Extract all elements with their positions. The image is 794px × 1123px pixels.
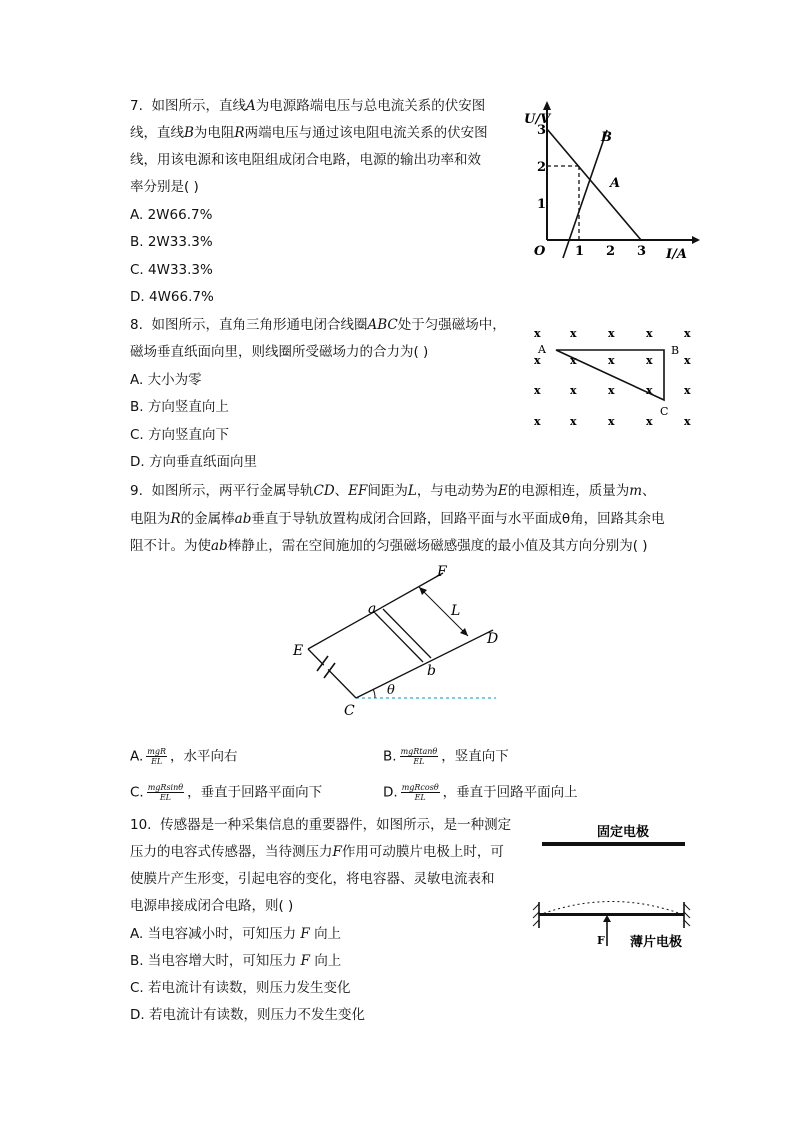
q9-rail-CD	[356, 630, 493, 698]
q8-option-c: C. 方向竖直向下	[130, 427, 230, 443]
field-cross-1-0: x	[534, 354, 541, 367]
q9-option-a-fraction: $\frac{\text{mgR}}{EL}$	[147, 747, 167, 766]
q10-option-d: D. 若电流计有读数，则压力不发生变化	[130, 1007, 365, 1023]
q8-option-d: D. 方向垂直纸面向里	[130, 454, 257, 470]
field-cross-0-0: x	[534, 327, 541, 340]
q10-line-1: 10. 传感器是一种采集信息的重要器件，如图所示，是一种测定	[130, 817, 512, 833]
field-cross-2-3: x	[646, 384, 653, 397]
q7-option-d: D. 4W66.7%	[130, 289, 214, 305]
q7-ytick-3: 3	[537, 123, 547, 138]
q9-rod-side-2	[383, 609, 431, 658]
field-cross-2-4: x	[684, 384, 691, 397]
q10-option-b: B. 当电容增大时，可知压力 F 向上	[130, 953, 342, 969]
q8-line-1: 8. 如图所示，直角三角形通电闭合线圈ABC处于匀强磁场中，	[130, 317, 506, 333]
q8-option-b: B. 方向竖直向上	[130, 399, 229, 415]
q9-line-1: 9. 如图所示，两平行金属导轨CD、EF间距为L，与电动势为E的电源相连，质量为m、	[130, 483, 656, 499]
field-cross-0-1: x	[570, 327, 577, 340]
field-cross-3-3: x	[646, 415, 653, 428]
q10-left-hatch-2	[533, 912, 539, 918]
q9-L-dimension	[419, 587, 468, 636]
q9-option-d-fraction: $\frac{\text{mgRcosθ}}{EL}$	[401, 783, 439, 802]
field-cross-1-1: x	[570, 354, 577, 367]
field-cross-2-1: x	[570, 384, 577, 397]
q7-xtick-2: 2	[606, 244, 616, 259]
q10-option-a: A. 当电容减小时，可知压力 F 向上	[130, 926, 342, 942]
q8-label-A: A	[538, 343, 546, 356]
q10-deformed-membrane	[539, 902, 684, 916]
q9-source-wire	[308, 649, 356, 698]
q7-ytick-1: 1	[537, 197, 547, 212]
q9-rod-side-1	[375, 613, 423, 662]
q7-label-B: B	[601, 130, 612, 145]
q10-right-hatch-1	[684, 904, 690, 910]
q10-fixed-electrode	[542, 842, 685, 846]
q7-xtick-3: 3	[637, 244, 647, 259]
y-axis-arrow	[543, 101, 551, 110]
q10-left-hatch-3	[533, 920, 539, 926]
q7-option-c: C. 4W33.3%	[130, 262, 213, 278]
q10-fixed-electrode-label: 固定电极	[597, 825, 650, 840]
field-cross-2-0: x	[534, 384, 541, 397]
q9-rail-figure	[288, 560, 508, 720]
q7-line-4: 率分别是( )	[130, 179, 199, 195]
q10-right-hatch-2	[684, 912, 690, 918]
q7-origin: O	[534, 244, 546, 259]
q8-label-C: C	[660, 405, 669, 418]
field-cross-2-2: x	[608, 384, 615, 397]
q9-option-a: A. $\frac{\text{mgR}}{EL}$ ，水平向右	[130, 747, 238, 766]
q9-option-c: C. $\frac{\text{mgRsinθ}}{EL}$ ，垂直于回路平面向下	[130, 783, 323, 802]
q7-ui-graph	[520, 100, 700, 260]
q10-force-label: F	[597, 934, 605, 947]
q9-label-theta: θ	[387, 683, 395, 698]
q9-option-b-fraction: $\frac{\text{mgRtanθ}}{EL}$	[400, 747, 438, 766]
q9-label-C: C	[344, 703, 355, 719]
q9-label-a: a	[368, 601, 377, 617]
field-cross-1-2: x	[608, 354, 615, 367]
q9-option-b: B. $\frac{\text{mgRtanθ}}{EL}$ ，竖直向下	[383, 747, 509, 766]
field-cross-0-2: x	[608, 327, 615, 340]
q10-line-2: 压力的电容式传感器，当待测压力F作用可动膜片电极上时，可	[130, 844, 504, 860]
q8-option-a: A. 大小为零	[130, 372, 202, 388]
field-cross-1-4: x	[684, 354, 691, 367]
q7-line-3: 线，用该电源和该电阻组成闭合电路，电源的输出功率和效	[130, 152, 481, 168]
field-cross-0-3: x	[646, 327, 653, 340]
q7-ylabel: U/V	[524, 112, 551, 127]
q10-option-c: C. 若电流计有读数，则压力发生变化	[130, 980, 351, 996]
q10-film-electrode-label: 薄片电极	[630, 935, 683, 950]
q7-option-a: A. 2W66.7%	[130, 207, 213, 223]
q9-label-E: E	[293, 643, 304, 659]
field-cross-1-3: x	[646, 354, 653, 367]
q9-line-3: 阻不计。为使ab棒静止，需在空间施加的匀强磁场磁感强度的最小值及其方向分别为( )	[130, 538, 648, 554]
q10-sensor-figure	[536, 818, 696, 958]
q7-label-A: A	[610, 176, 621, 191]
q7-option-b: B. 2W33.3%	[130, 234, 213, 250]
field-cross-3-1: x	[570, 415, 577, 428]
q10-left-hatch-1	[533, 904, 539, 910]
x-axis-arrow	[692, 236, 700, 244]
q10-right-hatch-3	[684, 920, 690, 926]
q9-label-F: F	[437, 564, 447, 580]
field-cross-3-0: x	[534, 415, 541, 428]
q7-line-A	[547, 129, 641, 240]
q8-label-B: B	[671, 344, 680, 357]
q7-line-1: 7. 如图所示，直线A为电源路端电压与总电流关系的伏安图	[130, 98, 486, 114]
q9-label-D: D	[487, 631, 499, 647]
q10-line-4: 电源串接成闭合电路，则( )	[130, 898, 294, 914]
q7-xtick-1: 1	[575, 244, 585, 259]
q9-label-b: b	[427, 663, 436, 679]
q10-force-arrow-head	[603, 915, 611, 922]
q7-xlabel: I/A	[666, 247, 687, 262]
q8-line-2: 磁场垂直纸面向里，则线圈所受磁场力的合力为( )	[130, 344, 429, 360]
q10-film-electrode	[539, 913, 684, 916]
q7-line-2: 线，直线B为电阻R两端电压与通过该电阻电流关系的伏安图	[130, 125, 488, 141]
q8-triangle-figure	[528, 322, 698, 432]
q10-line-3: 使膜片产生形变，引起电容的变化，将电容器、灵敏电流表和	[130, 871, 495, 887]
field-cross-3-4: x	[684, 415, 691, 428]
q7-line-B	[563, 130, 607, 258]
field-cross-0-4: x	[684, 327, 691, 340]
field-cross-3-2: x	[608, 415, 615, 428]
q7-ytick-2: 2	[537, 160, 547, 175]
q9-option-c-fraction: $\frac{\text{mgRsinθ}}{EL}$	[147, 783, 184, 802]
q9-label-L: L	[451, 603, 461, 619]
q9-theta-arc	[373, 689, 375, 698]
q9-option-d: D. $\frac{\text{mgRcosθ}}{EL}$ ，垂直于回路平面向上	[383, 783, 578, 802]
q9-line-2: 电阻为R的金属棒ab垂直于导轨放置构成闭合回路，回路平面与水平面成θ角，回路其余电	[130, 511, 665, 527]
